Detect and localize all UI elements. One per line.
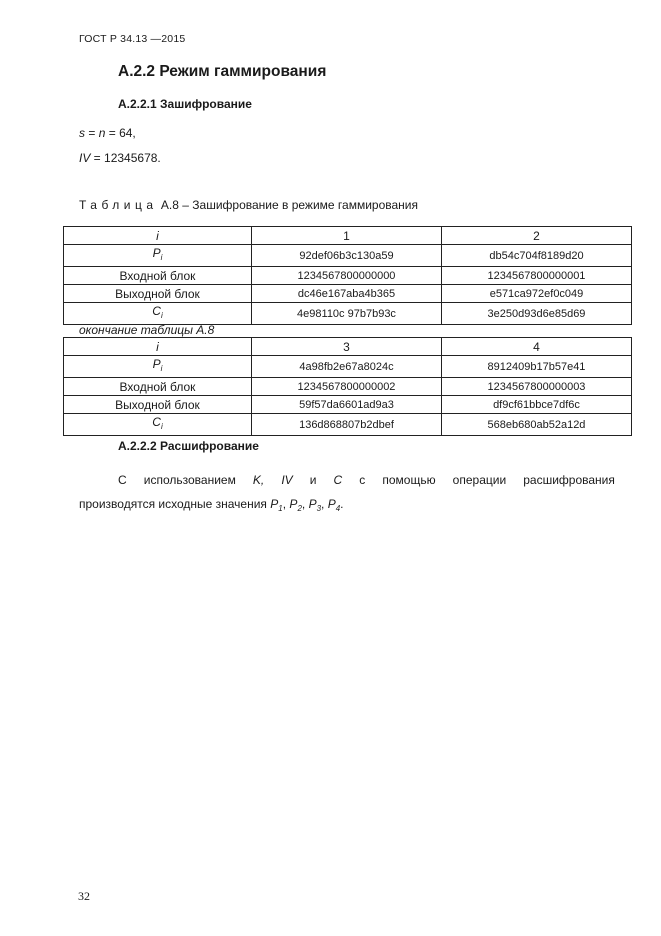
var-iv: IV [79, 151, 91, 165]
table-cell: 3e250d93d6e85d69 [442, 303, 632, 325]
table-caption [79, 198, 418, 212]
table-cell: 4a98fb2e67a8024c [252, 356, 442, 378]
header-cell-2: 2 [442, 227, 632, 245]
label-p: P [152, 357, 161, 371]
label-sub-i: i [160, 422, 163, 431]
decrypt-paragraph [79, 468, 615, 521]
row-label-pi [64, 245, 252, 267]
table-cell: dc46e167aba4b365 [252, 285, 442, 303]
header-cell-i: i [64, 227, 252, 245]
word: и [309, 473, 317, 487]
label-c: C [152, 304, 161, 318]
row-label-output-block: Выходной блок [64, 285, 252, 303]
running-header: ГОСТ Р 34.13 —2015 [79, 33, 186, 45]
param-value-iv: 12345678. [104, 151, 161, 165]
table-cell: 136d868807b2dbef [252, 414, 442, 436]
output-p1: $P_1$ [270, 497, 283, 513]
subsection-heading-decrypt: А.2.2.2 Расшифрование [118, 439, 259, 453]
table-caption-prefix: Таблица [79, 198, 158, 212]
table-cell: 1234567800000000 [252, 267, 442, 285]
table-cell: 1234567800000003 [442, 378, 632, 396]
table-cell: 59f57da6601ad9a3 [252, 396, 442, 414]
header-cell-i: i [64, 338, 252, 356]
table-row [64, 285, 632, 303]
header-cell-1: 1 [252, 227, 442, 245]
word: операции [452, 473, 507, 487]
header-cell-3: 3 [252, 338, 442, 356]
label-sub-i: i [160, 311, 163, 320]
table-row [64, 414, 632, 436]
section-heading: А.2.2 Режим гаммирования [118, 63, 327, 80]
table-cell: e571ca972ef0c049 [442, 285, 632, 303]
decrypt-paragraph-line1 [79, 468, 615, 492]
param-line-s-n: s = n = 64, [79, 126, 136, 140]
label-c: C [152, 415, 161, 429]
word-c: C [333, 473, 343, 487]
table-row [64, 396, 632, 414]
table-row [64, 303, 632, 325]
continuation-caption: окончание таблицы А.8 [79, 323, 215, 337]
word-iv: IV [281, 473, 293, 487]
subsection-heading-encrypt: А.2.2.1 Зашифрование [118, 97, 252, 111]
table-cell: 92def06b3c130a59 [252, 245, 442, 267]
output-p2: $P_2$ [289, 497, 302, 513]
label-sub-i: i [160, 253, 163, 262]
table-caption-title: – Зашифрование в режиме гаммирования [182, 198, 418, 212]
label-p: P [152, 246, 161, 260]
param-value-64: 64, [119, 126, 136, 140]
word: с [359, 473, 366, 487]
table-header-row [64, 227, 632, 245]
table-row [64, 356, 632, 378]
table-cell: 1234567800000002 [252, 378, 442, 396]
row-label-ci [64, 414, 252, 436]
gamma-table-part2 [63, 337, 632, 436]
table-cell: db54c704f8189d20 [442, 245, 632, 267]
row-label-ci [64, 303, 252, 325]
table-cell: 568eb680ab52a12d [442, 414, 632, 436]
word: использованием [143, 473, 236, 487]
param-line-iv: IV = 12345678. [79, 151, 161, 165]
label-sub-i: i [160, 364, 163, 373]
word: помощью [382, 473, 436, 487]
table-row [64, 378, 632, 396]
gamma-table-part1 [63, 226, 632, 325]
word: расшифрования [523, 473, 615, 487]
page-number: 32 [78, 889, 90, 903]
row-label-input-block: Входной блок [64, 267, 252, 285]
table-cell: 8912409b17b57e41 [442, 356, 632, 378]
table-cell: df9cf61bbce7df6c [442, 396, 632, 414]
table-cell: 1234567800000001 [442, 267, 632, 285]
output-p4: $P_4$ [327, 497, 341, 513]
table-row [64, 267, 632, 285]
var-s: s [79, 126, 85, 140]
table-header-row [64, 338, 632, 356]
table-cell: 4e98110c 97b7b93c [252, 303, 442, 325]
output-p3: $P_3$ [308, 497, 322, 513]
line2-prefix: производятся исходные значения [79, 497, 267, 511]
row-label-input-block: Входной блок [64, 378, 252, 396]
header-cell-4: 4 [442, 338, 632, 356]
word: С [118, 473, 127, 487]
word-k: K, [252, 473, 265, 487]
decrypt-paragraph-line2: производятся исходные значения $P_1$, $P_2$, $P_3$, $P_4$. [79, 497, 344, 513]
table-caption-number: А.8 [160, 198, 179, 212]
row-label-output-block: Выходной блок [64, 396, 252, 414]
row-label-pi [64, 356, 252, 378]
var-n: n [98, 126, 106, 140]
table-row [64, 245, 632, 267]
